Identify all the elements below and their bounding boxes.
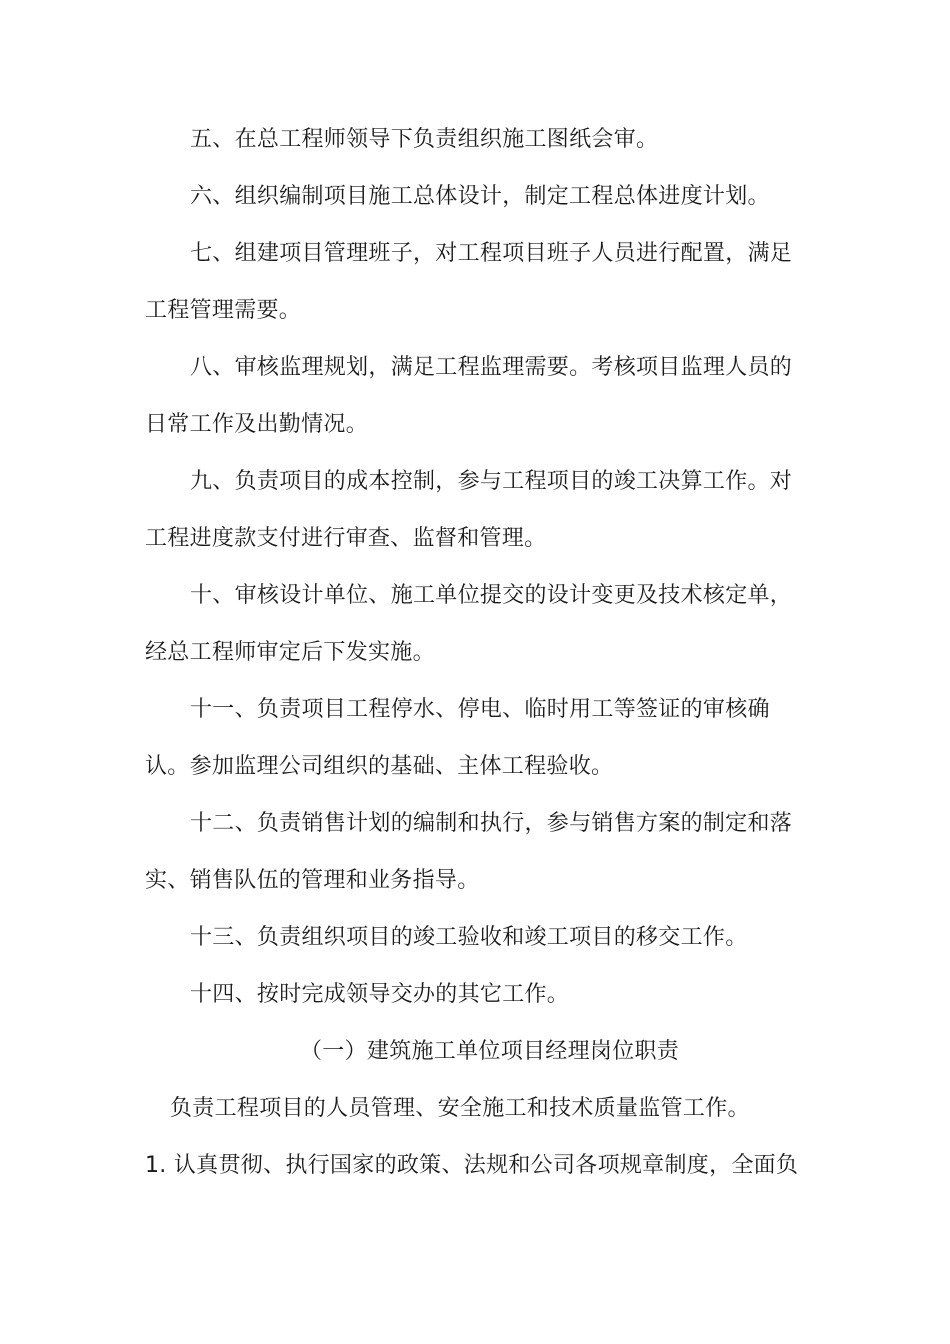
numbered-item-1: 1. 认真贯彻、执行国家的政策、法规和公司各项规章制度，全面负 — [145, 1153, 799, 1178]
duty-item-12-cont: 实、销售队伍的管理和业务指导。 — [145, 868, 480, 893]
duty-item-14: 十四、按时完成领导交办的其它工作。 — [190, 982, 570, 1007]
section-heading: （一）建筑施工单位项目经理岗位职责 — [300, 1039, 680, 1064]
duty-item-13: 十三、负责组织项目的竣工验收和竣工项目的移交工作。 — [190, 925, 748, 950]
duty-item-11-cont: 认。参加监理公司组织的基础、主体工程验收。 — [145, 754, 614, 779]
duty-item-5: 五、在总工程师领导下负责组织施工图纸会审。 — [190, 127, 659, 152]
duty-item-9-cont: 工程进度款支付进行审查、监督和管理。 — [145, 526, 547, 551]
duty-item-10: 十、审核设计单位、施工单位提交的设计变更及技术核定单， — [190, 583, 793, 608]
duty-item-10-cont: 经总工程师审定后下发实施。 — [145, 640, 435, 665]
duty-item-11: 十一、负责项目工程停水、停电、临时用工等签证的审核确 — [190, 697, 770, 722]
duty-item-7-cont: 工程管理需要。 — [145, 298, 302, 323]
duty-item-12: 十二、负责销售计划的编制和执行，参与销售方案的制定和落 — [190, 811, 793, 836]
duty-item-9: 九、负责项目的成本控制，参与工程项目的竣工决算工作。对 — [190, 469, 793, 494]
section-intro: 负责工程项目的人员管理、安全施工和技术质量监管工作。 — [170, 1096, 750, 1121]
duty-item-8-cont: 日常工作及出勤情况。 — [145, 412, 369, 437]
duty-item-8: 八、审核监理规划，满足工程监理需要。考核项目监理人员的 — [190, 355, 793, 380]
duty-item-6: 六、组织编制项目施工总体设计，制定工程总体进度计划。 — [190, 184, 770, 209]
duty-item-7: 七、组建项目管理班子，对工程项目班子人员进行配置，满足 — [190, 241, 793, 266]
